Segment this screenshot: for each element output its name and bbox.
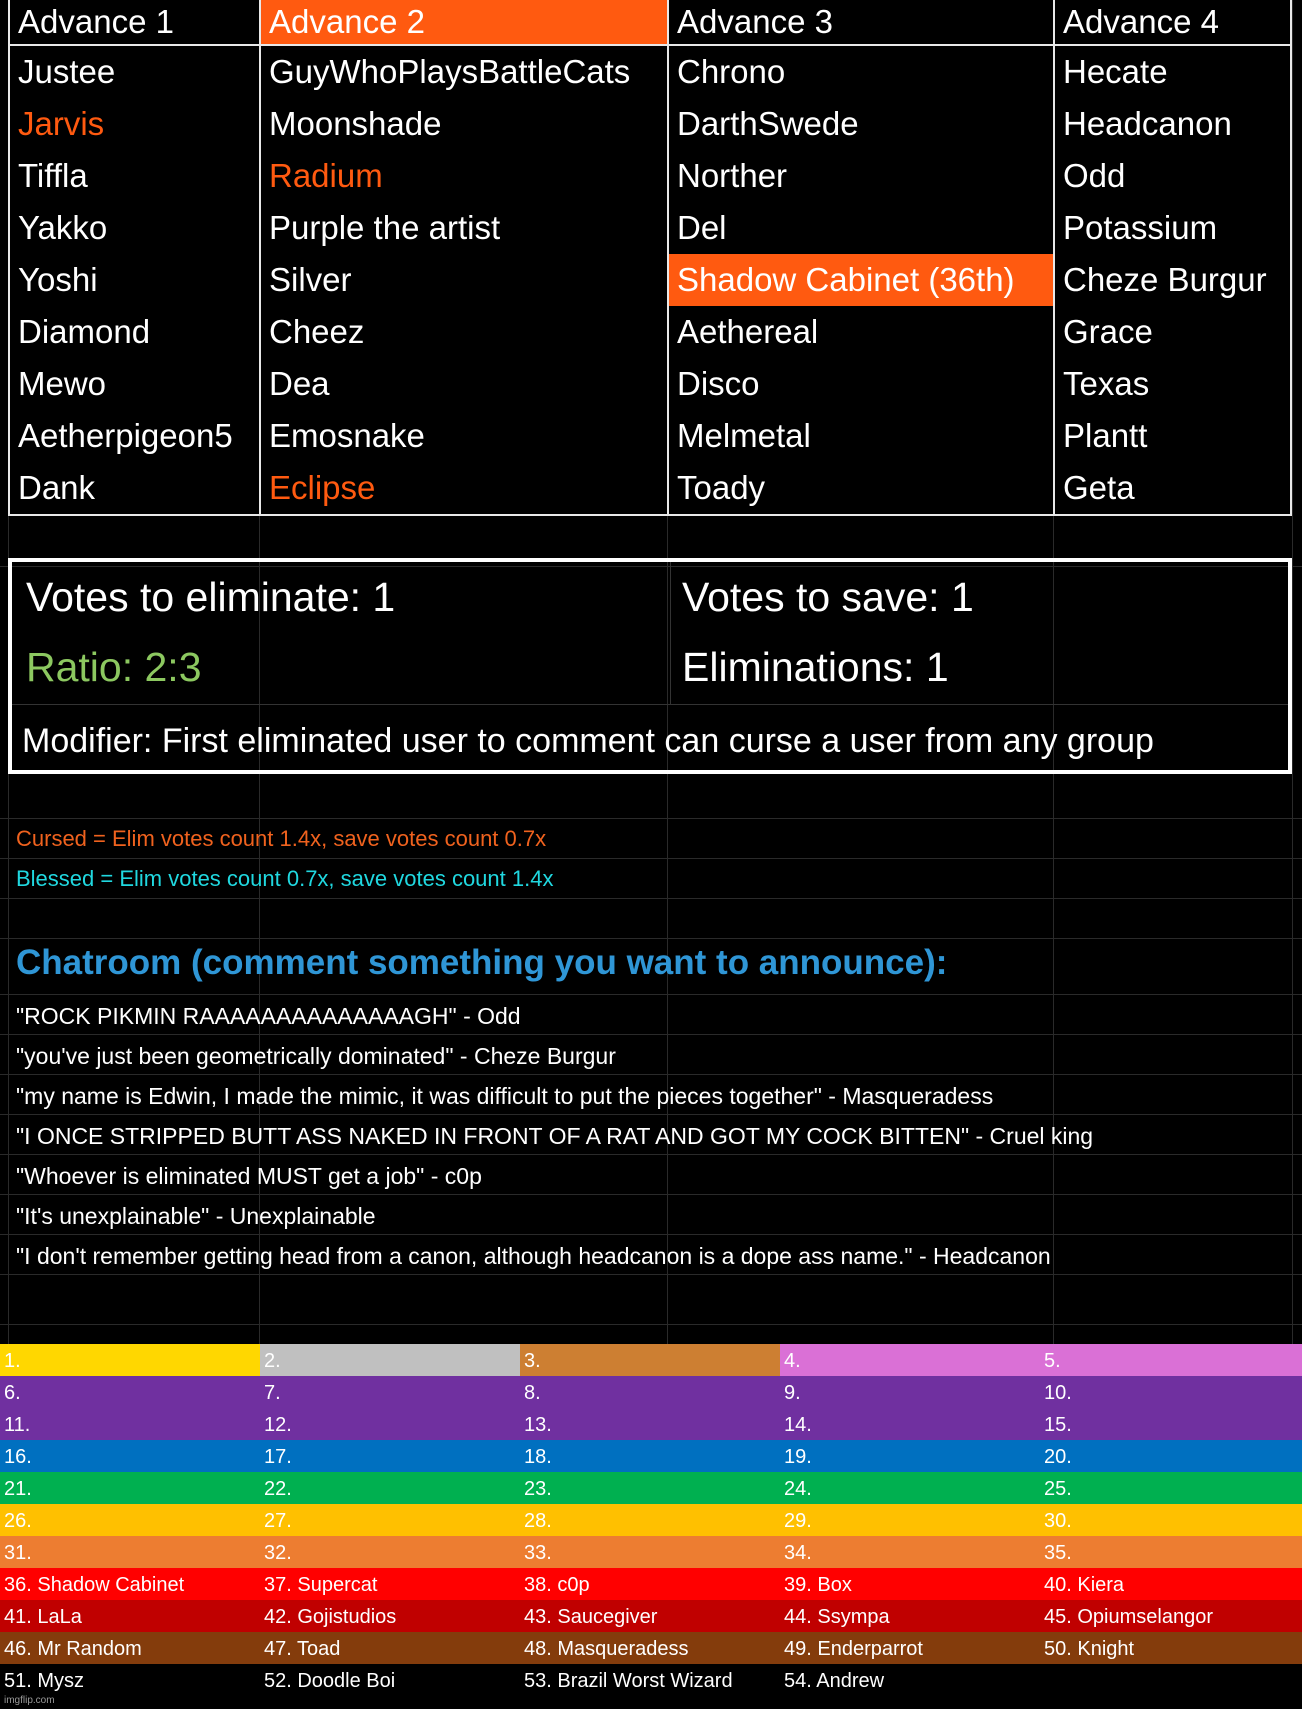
advance-entry: GuyWhoPlaysBattleCats bbox=[269, 53, 631, 90]
rank-cell: 20. bbox=[1040, 1440, 1302, 1472]
rank-cell: 50. Knight bbox=[1040, 1632, 1302, 1664]
rank-cell: 45. Opiumselangor bbox=[1040, 1600, 1302, 1632]
rank-cell: 41. LaLa bbox=[0, 1600, 260, 1632]
rank-cell: 51. Mysz bbox=[0, 1664, 260, 1696]
chat-message: "ROCK PIKMIN RAAAAAAAAAAAAAAGH" - Odd bbox=[16, 1003, 521, 1029]
rank-cell: 42. Gojistudios bbox=[260, 1600, 520, 1632]
rank-cell: 48. Masqueradess bbox=[520, 1632, 780, 1664]
modifier: Modifier: First eliminated user to comment can curse a user from any group bbox=[22, 722, 1154, 760]
rank-cell: 18. bbox=[520, 1440, 780, 1472]
rank-row bbox=[0, 1440, 1302, 1472]
rank-cell: 46. Mr Random bbox=[0, 1632, 260, 1664]
votes-to-save: Votes to save: 1 bbox=[682, 574, 974, 620]
advance-entry: Aetherpigeon5 bbox=[18, 417, 233, 454]
rank-row bbox=[0, 1536, 1302, 1568]
chat-message: "I ONCE STRIPPED BUTT ASS NAKED IN FRONT OF A RAT AND GOT MY COCK BITTEN" - Cruel king bbox=[16, 1123, 1094, 1149]
advance-entry: Justee bbox=[18, 53, 116, 90]
advance-entry: Del bbox=[677, 209, 727, 246]
rank-cell: 35. bbox=[1040, 1536, 1302, 1568]
advance-entry: Chrono bbox=[677, 53, 786, 90]
rank-cell: 40. Kiera bbox=[1040, 1568, 1302, 1600]
advance-entry: Potassium bbox=[1063, 209, 1218, 246]
rank-cell: 30. bbox=[1040, 1504, 1302, 1536]
rank-cell: 23. bbox=[520, 1472, 780, 1504]
advance-entry: Mewo bbox=[18, 365, 107, 402]
rank-cell: 11. bbox=[0, 1408, 260, 1440]
rank-row bbox=[0, 1408, 1302, 1440]
advance-entry: Purple the artist bbox=[269, 209, 501, 246]
rank-cell: 8. bbox=[520, 1376, 780, 1408]
rank-cell: 33. bbox=[520, 1536, 780, 1568]
votes-to-eliminate: Votes to eliminate: 1 bbox=[26, 574, 396, 620]
rank-row bbox=[0, 1504, 1302, 1536]
rank-cell: 6. bbox=[0, 1376, 260, 1408]
blessed-note: Blessed = Elim votes count 0.7x, save votes count 1.4x bbox=[16, 866, 554, 891]
advance-header: Advance 4 bbox=[1055, 0, 1292, 46]
advance-entry-highlighted: Radium bbox=[269, 157, 383, 194]
rank-cell bbox=[1040, 1664, 1302, 1696]
advance-entry-highlighted: Shadow Cabinet (36th) bbox=[669, 254, 1053, 306]
advance-entry: Hecate bbox=[1063, 53, 1168, 90]
cursed-note: Cursed = Elim votes count 1.4x, save votes count 0.7x bbox=[16, 826, 547, 851]
advance-table bbox=[8, 0, 1292, 516]
advance-header: Advance 3 bbox=[669, 0, 1053, 46]
eliminations: Eliminations: 1 bbox=[682, 644, 949, 690]
rank-row bbox=[0, 1376, 1302, 1408]
advance-entry: Dank bbox=[18, 469, 96, 506]
chat-message: "I don't remember getting head from a canon, although headcanon is a dope ass name." - Headcanon bbox=[16, 1243, 1051, 1269]
advance-entry: Melmetal bbox=[677, 417, 811, 454]
rank-cell: 4. bbox=[780, 1344, 1040, 1376]
rank-cell: 43. Saucegiver bbox=[520, 1600, 780, 1632]
advance-entry: Geta bbox=[1063, 469, 1135, 506]
rank-cell: 27. bbox=[260, 1504, 520, 1536]
rank-cell: 39. Box bbox=[780, 1568, 1040, 1600]
rank-cell: 38. c0p bbox=[520, 1568, 780, 1600]
advance-entry: Silver bbox=[269, 261, 352, 298]
advance-header: Advance 1 bbox=[10, 0, 259, 46]
advance-header-highlighted: Advance 2 bbox=[261, 0, 667, 46]
advance-entry: DarthSwede bbox=[677, 105, 859, 142]
votes-panel bbox=[8, 558, 1292, 774]
rank-cell: 22. bbox=[260, 1472, 520, 1504]
advance-entry: Toady bbox=[677, 469, 766, 506]
chatroom-title: Chatroom (comment something you want to announce): bbox=[16, 943, 948, 982]
advance-entry: Yakko bbox=[18, 209, 108, 246]
rankings-grid bbox=[0, 1344, 1302, 1696]
chat-message: "It's unexplainable" - Unexplainable bbox=[16, 1203, 376, 1229]
advance-entry: Cheez bbox=[269, 313, 365, 350]
rank-cell: 44. Ssympa bbox=[780, 1600, 1040, 1632]
advance-entry: Cheze Burgur bbox=[1063, 261, 1267, 298]
rank-cell: 24. bbox=[780, 1472, 1040, 1504]
rank-cell: 5. bbox=[1040, 1344, 1302, 1376]
advance-entry: Moonshade bbox=[269, 105, 442, 142]
rank-cell: 47. Toad bbox=[260, 1632, 520, 1664]
rank-cell: 31. bbox=[0, 1536, 260, 1568]
ratio: Ratio: 2:3 bbox=[26, 644, 202, 690]
rank-row bbox=[0, 1664, 1302, 1696]
rank-cell: 52. Doodle Boi bbox=[260, 1664, 520, 1696]
rank-cell: 1. bbox=[0, 1344, 260, 1376]
advance-entry: Tiffla bbox=[18, 157, 88, 194]
advance-column-3 bbox=[669, 0, 1055, 514]
rank-cell: 15. bbox=[1040, 1408, 1302, 1440]
chat-message: "my name is Edwin, I made the mimic, it was difficult to put the pieces together" - Masqueradess bbox=[16, 1083, 994, 1109]
advance-entry-highlighted: Jarvis bbox=[18, 105, 105, 142]
rank-cell: 36. Shadow Cabinet bbox=[0, 1568, 260, 1600]
rank-row bbox=[0, 1632, 1302, 1664]
rank-cell: 21. bbox=[0, 1472, 260, 1504]
advance-entry: Yoshi bbox=[18, 261, 98, 298]
rank-cell: 28. bbox=[520, 1504, 780, 1536]
advance-entry: Norther bbox=[677, 157, 788, 194]
chat-message: "Whoever is eliminated MUST get a job" - c0p bbox=[16, 1163, 482, 1189]
advance-entry: Grace bbox=[1063, 313, 1153, 350]
advance-entry: Aethereal bbox=[677, 313, 819, 350]
rank-cell: 19. bbox=[780, 1440, 1040, 1472]
advance-entry: Odd bbox=[1063, 157, 1126, 194]
watermark: imgflip.com bbox=[4, 1695, 55, 1706]
rank-cell: 29. bbox=[780, 1504, 1040, 1536]
rank-cell: 53. Brazil Worst Wizard bbox=[520, 1664, 780, 1696]
rank-cell: 34. bbox=[780, 1536, 1040, 1568]
advance-entry: Plantt bbox=[1063, 417, 1148, 454]
rank-cell: 3. bbox=[520, 1344, 780, 1376]
rank-cell: 16. bbox=[0, 1440, 260, 1472]
rank-cell: 26. bbox=[0, 1504, 260, 1536]
chat-message: "you've just been geometrically dominated" - Cheze Burgur bbox=[16, 1043, 616, 1069]
rank-cell: 17. bbox=[260, 1440, 520, 1472]
rank-cell: 54. Andrew bbox=[780, 1664, 1040, 1696]
rank-row bbox=[0, 1472, 1302, 1504]
advance-entry: Texas bbox=[1063, 365, 1150, 402]
rank-row bbox=[0, 1344, 1302, 1376]
rank-cell: 14. bbox=[780, 1408, 1040, 1440]
advance-column-4 bbox=[1055, 0, 1292, 514]
rank-row bbox=[0, 1600, 1302, 1632]
rank-cell: 32. bbox=[260, 1536, 520, 1568]
advance-entry: Disco bbox=[677, 365, 760, 402]
advance-entry: Dea bbox=[269, 365, 330, 402]
rank-cell: 10. bbox=[1040, 1376, 1302, 1408]
rank-cell: 13. bbox=[520, 1408, 780, 1440]
rank-cell: 7. bbox=[260, 1376, 520, 1408]
advance-column-1 bbox=[10, 0, 261, 514]
advance-entry: Headcanon bbox=[1063, 105, 1232, 142]
rank-cell: 12. bbox=[260, 1408, 520, 1440]
rank-cell: 49. Enderparrot bbox=[780, 1632, 1040, 1664]
rank-cell: 25. bbox=[1040, 1472, 1302, 1504]
rank-row bbox=[0, 1568, 1302, 1600]
advance-entry: Diamond bbox=[18, 313, 151, 350]
advance-entry-highlighted: Eclipse bbox=[269, 469, 376, 506]
advance-entry: Emosnake bbox=[269, 417, 425, 454]
rank-cell: 2. bbox=[260, 1344, 520, 1376]
advance-column-2 bbox=[261, 0, 669, 514]
rank-cell: 9. bbox=[780, 1376, 1040, 1408]
rank-cell: 37. Supercat bbox=[260, 1568, 520, 1600]
